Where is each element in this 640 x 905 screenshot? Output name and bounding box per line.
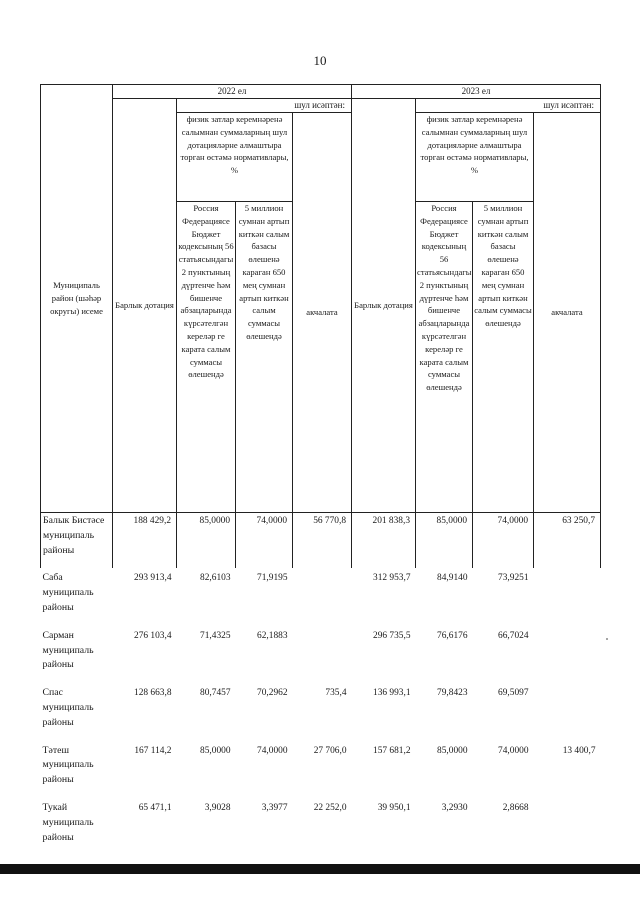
total-dotation-2023: 201 838,3 bbox=[352, 513, 416, 569]
norm-650-2023: 74,0000 bbox=[498, 745, 529, 756]
norm-650-2022: 62,1883 bbox=[257, 630, 288, 641]
cash-2023 bbox=[534, 626, 601, 683]
table-row bbox=[41, 568, 601, 625]
norm-art56-2022: 3,9028 bbox=[204, 802, 231, 813]
scan-artifact bbox=[606, 638, 608, 640]
cash-2023: 63 250,7 bbox=[534, 513, 601, 569]
norm-650-2023: 69,5097 bbox=[498, 688, 529, 699]
norm-art56-2022: 85,0000 bbox=[177, 513, 236, 569]
cash-2022-header: акчалата bbox=[293, 113, 352, 513]
norm-650-2022: 74,0000 bbox=[257, 745, 288, 756]
municipality-name: Спас муниципаль районы bbox=[42, 687, 94, 728]
total-dotation-2022: 188 429,2 bbox=[113, 513, 177, 569]
norm-650-2023: 66,7024 bbox=[498, 630, 529, 641]
table-row bbox=[41, 626, 601, 683]
norm-650-2022-header: 5 миллион сумнан артып киткән салым базасы өлешенә караган 650 мең сумнан артып киткән салым суммасы өлешендә bbox=[236, 202, 293, 513]
norm-650-2023: 74,0000 bbox=[473, 513, 534, 569]
page-number: 10 bbox=[313, 53, 327, 68]
total-dotation-2022: 167 114,2 bbox=[134, 745, 172, 756]
norm-art56-2023: 85,0000 bbox=[416, 513, 473, 569]
table-row bbox=[41, 513, 601, 569]
municipality-name: Саба муниципаль районы bbox=[42, 572, 94, 613]
cash-2022 bbox=[293, 626, 352, 683]
norm-art56-2023: 85,0000 bbox=[437, 745, 468, 756]
municipality-name: Балык Бистәсе муниципаль районы bbox=[41, 513, 113, 569]
norm-650-2023: 2,8668 bbox=[502, 802, 529, 813]
dotation-norms-table bbox=[40, 84, 601, 855]
total-dotation-2023-header: Барлык дотация bbox=[352, 99, 416, 513]
norm-650-2022: 74,0000 bbox=[236, 513, 293, 569]
cash-2023 bbox=[534, 683, 601, 740]
norm-art56-2022: 71,4325 bbox=[200, 630, 231, 641]
year-2022-header: 2022 ел bbox=[113, 85, 352, 99]
total-dotation-2022: 128 663,8 bbox=[134, 688, 172, 699]
total-dotation-2023: 136 993,1 bbox=[373, 688, 411, 699]
including-2023-header: шул исәптән: bbox=[416, 99, 601, 113]
table-body bbox=[41, 513, 601, 856]
table-header bbox=[41, 85, 601, 513]
total-dotation-2023: 296 735,5 bbox=[373, 630, 411, 641]
cash-2023 bbox=[534, 798, 601, 855]
total-dotation-2023: 157 681,2 bbox=[373, 745, 411, 756]
norm-650-2022: 3,3977 bbox=[261, 802, 288, 813]
total-dotation-2022-header: Барлык дотация bbox=[113, 99, 177, 513]
total-dotation-2022: 276 103,4 bbox=[134, 630, 172, 641]
norm-2022-header: физик затлар керемнәренә салымнан суммаларның шул дотацияләрне алмаштыра торган өстәмә нормативлары, % bbox=[177, 113, 293, 202]
total-dotation-2023: 39 950,1 bbox=[377, 802, 411, 813]
municipality-name: Тукай муниципаль районы bbox=[42, 801, 94, 843]
cash-2022: 27 706,0 bbox=[313, 745, 347, 756]
table-row bbox=[41, 798, 601, 855]
norm-art56-2023-header: Россия Федерациясе Бюджет кодексының 56 статьясындагы 2 пунктының дүртенче һәм бишенче абзацларында күрсәтелгән кереләр ге карата салым суммасы өлешендә bbox=[416, 202, 473, 513]
norm-art56-2023: 76,6176 bbox=[437, 630, 468, 641]
norm-art56-2023: 84,9140 bbox=[437, 573, 468, 584]
norm-art56-2022-header: Россия Федерациясе Бюджет кодексының 56 статьясындагы 2 пунктының дүртенче һәм бишенче абзацларында күрсәтелгән кереләр ге карата салым суммасы өлешендә bbox=[177, 202, 236, 513]
norm-650-2022: 70,2962 bbox=[257, 688, 288, 699]
cash-2022: 735,4 bbox=[325, 688, 347, 699]
year-2023-header: 2023 ел bbox=[352, 85, 601, 99]
cash-2023-header: акчалата bbox=[534, 113, 601, 513]
norm-650-2023-header: 5 миллион сумнан артып киткән салым базасы өлешенә караган 650 мең сумнан артып киткән салым суммасы өлешендә bbox=[473, 202, 534, 513]
cash-2023: 13 400,7 bbox=[562, 745, 596, 756]
norm-650-2022: 71,9195 bbox=[257, 573, 288, 584]
municipality-name: Сарман муниципаль районы bbox=[42, 629, 94, 671]
scan-bottom-bar bbox=[0, 864, 640, 874]
norm-650-2023: 73,9251 bbox=[498, 573, 529, 584]
municipality-name: Тәтеш муниципаль районы bbox=[42, 744, 94, 786]
cash-2022 bbox=[293, 568, 352, 625]
total-dotation-2022: 293 913,4 bbox=[134, 573, 172, 584]
norm-art56-2023: 3,2930 bbox=[441, 802, 468, 813]
cash-2023 bbox=[534, 568, 601, 625]
total-dotation-2022: 65 471,1 bbox=[138, 802, 172, 813]
table-row bbox=[41, 741, 601, 798]
cash-2022: 22 252,0 bbox=[313, 802, 347, 813]
norm-art56-2022: 85,0000 bbox=[200, 745, 231, 756]
norm-2023-header: физик затлар керемнәренә салымнан суммаларның шул дотацияләрне алмаштыра торган өстәмә нормативлары, % bbox=[416, 113, 534, 202]
cash-2022: 56 770,8 bbox=[293, 513, 352, 569]
table-row bbox=[41, 683, 601, 740]
norm-art56-2023: 79,8423 bbox=[437, 688, 468, 699]
norm-art56-2022: 82,6103 bbox=[200, 573, 231, 584]
total-dotation-2023: 312 953,7 bbox=[373, 573, 411, 584]
municipality-header: Муниципаль район (шәһәр округы) исеме bbox=[41, 85, 113, 513]
including-2022-header: шул исәптән: bbox=[177, 99, 352, 113]
norm-art56-2022: 80,7457 bbox=[200, 688, 231, 699]
